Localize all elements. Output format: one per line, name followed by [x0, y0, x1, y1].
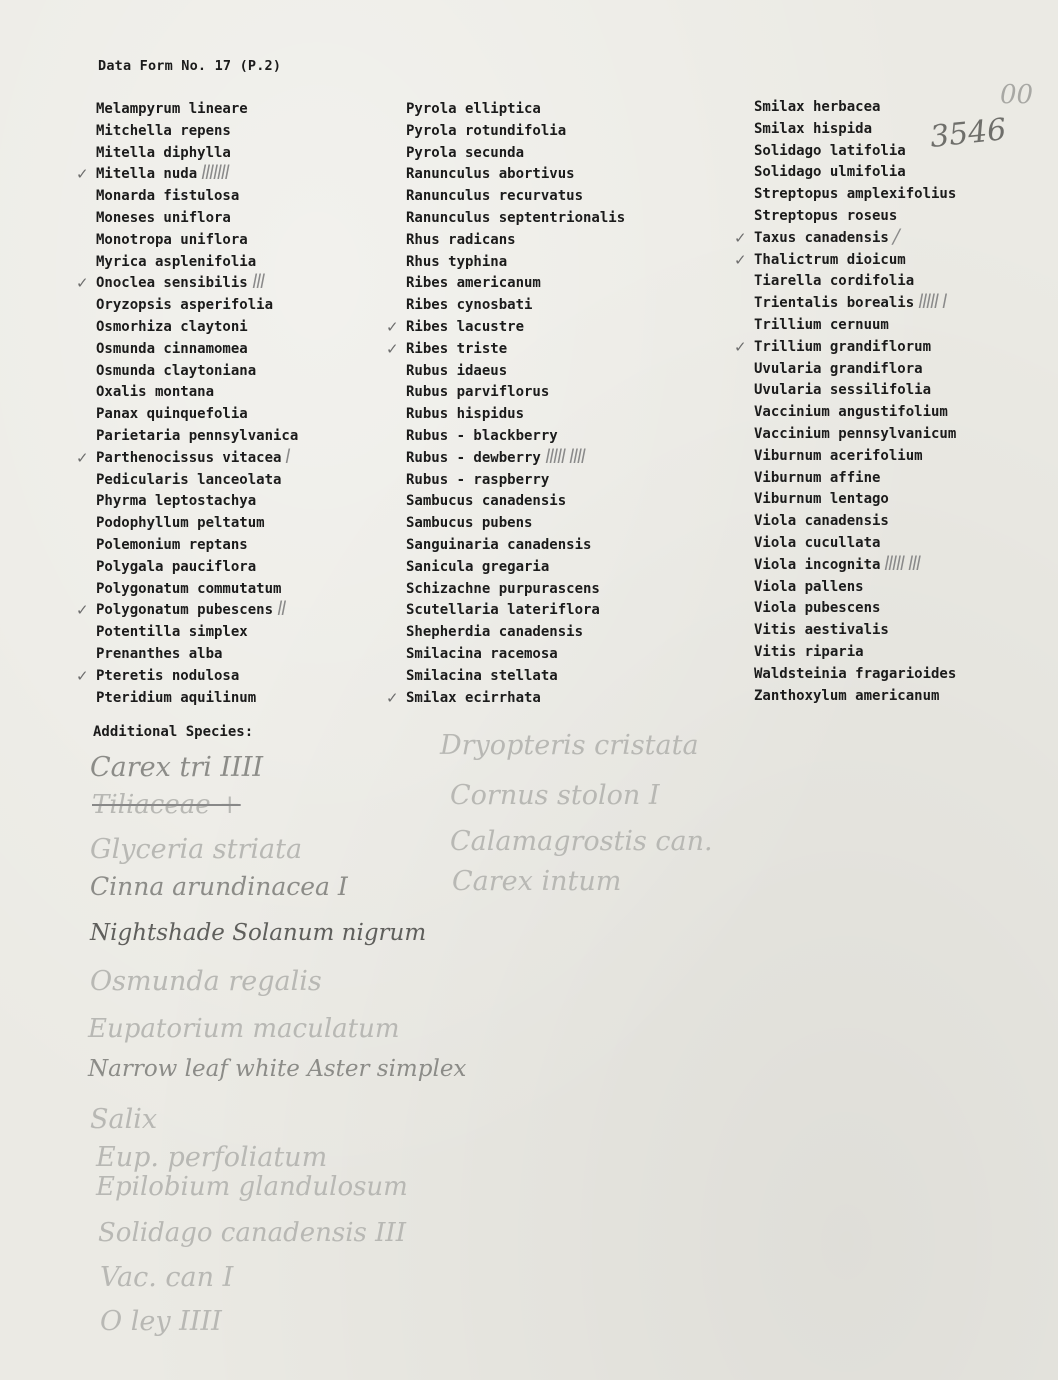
species-name: Trientalis borealis: [754, 295, 915, 312]
species-name: Monarda fistulosa: [96, 188, 240, 205]
species-row: [734, 250, 956, 272]
species-row: [386, 688, 625, 710]
species-row: [76, 666, 298, 688]
handwritten-entry: Carex tri IIII: [90, 752, 264, 783]
species-name: Mitella nuda: [96, 166, 198, 183]
species-name: Sanicula gregaria: [406, 558, 550, 575]
species-row: [406, 557, 625, 579]
handwritten-entry: Tiliaceae +: [92, 790, 241, 820]
species-name: Rubus parviflorus: [406, 384, 550, 401]
species-name: Panax quinquefolia: [96, 406, 248, 423]
species-name: Taxus canadensis: [754, 229, 889, 246]
species-name: Polygonatum commutatum: [96, 580, 282, 597]
species-name: Rhus typhina: [406, 253, 508, 270]
species-row: [96, 121, 298, 143]
species-row: [754, 468, 956, 490]
species-name: Trillium grandiflorum: [754, 338, 932, 355]
checkmark-icon: ✓: [386, 688, 399, 707]
species-row: [754, 424, 956, 446]
species-name: Prenanthes alba: [96, 645, 223, 662]
species-name: Ranunculus recurvatus: [406, 188, 584, 205]
species-row: [96, 470, 298, 492]
species-name: Vitis aestivalis: [754, 622, 889, 639]
species-name: Mitella diphylla: [96, 144, 231, 161]
species-name: Sanguinaria canadensis: [406, 536, 592, 553]
species-name: Uvularia grandiflora: [754, 360, 923, 377]
species-name: Ranunculus abortivus: [406, 166, 575, 183]
species-name: Rubus - dewberry: [406, 449, 541, 466]
species-name: Potentilla simplex: [96, 624, 248, 641]
species-row: [406, 295, 625, 317]
species-name: Polygonatum pubescens: [96, 602, 274, 619]
species-row: [406, 252, 625, 274]
species-row: [754, 162, 956, 184]
corner-record-number: 3546: [928, 112, 1008, 155]
species-name: Vitis riparia: [754, 643, 864, 660]
species-row: [754, 620, 956, 642]
species-name: Viola cucullata: [754, 534, 881, 551]
species-row: [406, 121, 625, 143]
species-name: Trillium cernuum: [754, 316, 889, 333]
species-name: Moneses uniflora: [96, 209, 231, 226]
species-name: Zanthoxylum americanum: [754, 687, 940, 704]
checkmark-icon: ✓: [386, 317, 399, 336]
checkmark-icon: ✓: [76, 274, 89, 293]
species-row: [754, 446, 956, 468]
species-row: [96, 99, 298, 121]
species-row: [96, 252, 298, 274]
species-name: Monotropa uniflora: [96, 231, 248, 248]
species-row: [754, 289, 956, 315]
checkmark-icon: ✓: [734, 228, 747, 247]
species-row: [406, 644, 625, 666]
handwritten-entry: Dryopteris cristata: [440, 730, 699, 761]
handwritten-entry: Carex intum: [452, 866, 622, 897]
species-name: Rhus radicans: [406, 231, 516, 248]
checkmark-icon: ✓: [386, 339, 399, 358]
checkmark-icon: ✓: [734, 250, 747, 269]
species-row: [754, 315, 956, 337]
tally-marks: ǀǀǀǀǀ ǀǀǀǀ: [545, 443, 585, 468]
species-name: Smilax ecirrhata: [406, 689, 541, 706]
species-name: Thalictrum dioicum: [754, 251, 906, 268]
checkmark-icon: ✓: [76, 448, 89, 467]
species-name: Smilax herbacea: [754, 99, 881, 115]
species-name: Viola pubescens: [754, 600, 881, 617]
species-name: Viburnum lentago: [754, 491, 889, 508]
handwritten-entry: Calamagrostis can.: [450, 826, 713, 857]
species-row: [754, 550, 956, 577]
handwritten-entry: O ley IIII: [100, 1306, 222, 1337]
species-name: Pteretis nodulosa: [96, 667, 240, 684]
species-name: Osmunda cinnamomea: [96, 340, 248, 357]
species-name: Podophyllum peltatum: [96, 515, 265, 532]
species-row: [76, 269, 298, 295]
species-row: [754, 359, 956, 381]
species-row: [96, 688, 298, 710]
species-name: Osmorhiza claytoni: [96, 318, 248, 335]
species-row: [406, 535, 625, 557]
handwritten-entry: Eup. perfoliatum: [96, 1142, 328, 1173]
species-row: [754, 533, 956, 555]
species-name: Uvularia sessilifolia: [754, 382, 932, 399]
species-name: Vaccinium pennsylvanicum: [754, 425, 957, 442]
species-name: Pteridium aquilinum: [96, 689, 257, 706]
handwritten-entry: Vac. can I: [100, 1262, 234, 1293]
species-name: Myrica asplenifolia: [96, 253, 257, 270]
species-row: [406, 382, 625, 404]
species-name: Sambucus canadensis: [406, 493, 567, 510]
species-name: Smilax hispida: [754, 120, 873, 137]
species-name: Streptopus roseus: [754, 207, 898, 224]
tally-marks: ǀǀǀǀǀǀǀ: [201, 160, 229, 185]
handwritten-entry: Nightshade Solanum nigrum: [90, 920, 427, 946]
species-row: [96, 361, 298, 383]
additional-species-heading: Additional Species:: [93, 724, 254, 740]
species-name: Schizachne purpurascens: [406, 580, 600, 597]
species-name: Rubus - blackberry: [406, 427, 558, 444]
handwritten-entry: Cinna arundinacea I: [90, 872, 348, 901]
species-name: Viola incognita: [754, 556, 881, 573]
species-name: Polygala pauciflora: [96, 558, 257, 575]
species-row: [754, 511, 956, 533]
species-row: [406, 164, 625, 186]
tally-marks: ǀǀ: [277, 596, 285, 621]
handwritten-entry: Solidago canadensis III: [98, 1218, 406, 1248]
species-name: Onoclea sensibilis: [96, 275, 248, 292]
species-row: [406, 579, 625, 601]
species-name: Pyrola rotundifolia: [406, 122, 567, 139]
species-name: Solidago ulmifolia: [754, 164, 906, 181]
species-name: Streptopus amplexifolius: [754, 186, 957, 203]
species-name: Pedicularis lanceolata: [96, 471, 282, 488]
species-row: [76, 160, 298, 186]
handwritten-entry: Salix: [90, 1104, 158, 1135]
species-name: Solidago latifolia: [754, 142, 906, 159]
species-name: Ribes triste: [406, 340, 508, 357]
species-row: [96, 579, 298, 601]
species-row: [96, 230, 298, 252]
species-name: Polemonium reptans: [96, 536, 248, 553]
species-row: [96, 404, 298, 426]
species-row: [406, 361, 625, 383]
species-row: [76, 443, 298, 470]
handwritten-entry: Epilobium glandulosum: [96, 1172, 408, 1202]
species-row: [96, 557, 298, 579]
species-row: [406, 186, 625, 208]
species-row: [386, 339, 625, 361]
species-row: [96, 426, 298, 448]
species-row: [406, 404, 625, 426]
species-row: [96, 491, 298, 513]
species-row: [96, 339, 298, 361]
species-name: Ribes cynosbati: [406, 297, 533, 314]
species-name: Vaccinium angustifolium: [754, 404, 948, 421]
species-row: [754, 686, 956, 708]
species-row: [734, 223, 956, 250]
species-name: Rubus - raspberry: [406, 471, 550, 488]
tally-marks: ǀǀǀǀǀ ǀ: [918, 289, 946, 314]
tally-marks: ǀǀǀ: [252, 269, 264, 294]
species-row: [96, 208, 298, 230]
handwritten-entry: Cornus stolon I: [450, 780, 660, 811]
checkmark-icon: ✓: [76, 165, 89, 184]
tally-marks: /: [893, 223, 898, 248]
species-column-2: [386, 99, 626, 709]
species-name: Pyrola secunda: [406, 144, 525, 161]
species-row: [406, 622, 625, 644]
species-row: [754, 642, 956, 664]
species-column-1: [76, 99, 299, 709]
species-name: Ribes lacustre: [406, 318, 525, 335]
species-name: Waldsteinia fragarioides: [754, 665, 957, 682]
form-title: Data Form No. 17 (P.2): [98, 58, 282, 74]
species-name: Viola pallens: [754, 578, 864, 595]
handwritten-entry: Glyceria striata: [90, 834, 303, 865]
species-name: Pyrola elliptica: [406, 101, 541, 117]
species-row: [754, 489, 956, 511]
species-row: [96, 513, 298, 535]
species-name: Phyrma leptostachya: [96, 493, 257, 510]
species-row: [406, 143, 625, 165]
species-row: [96, 644, 298, 666]
species-row: [754, 97, 956, 119]
handwritten-entry: Osmunda regalis: [90, 966, 322, 997]
species-row: [96, 535, 298, 557]
species-row: [96, 622, 298, 644]
species-column-3: [734, 97, 957, 707]
species-name: Oxalis montana: [96, 384, 215, 401]
species-row: [754, 664, 956, 686]
species-name: Sambucus pubens: [406, 515, 533, 532]
species-row: [96, 186, 298, 208]
species-name: Rubus hispidus: [406, 406, 525, 423]
species-name: Parietaria pennsylvanica: [96, 427, 299, 444]
species-name: Ribes americanum: [406, 275, 541, 292]
species-row: [754, 402, 956, 424]
species-row: [406, 443, 625, 470]
species-name: Tiarella cordifolia: [754, 273, 915, 290]
species-row: [406, 208, 625, 230]
species-name: Smilacina stellata: [406, 667, 558, 684]
species-name: Viburnum affine: [754, 469, 881, 486]
species-row: [754, 119, 956, 141]
species-name: Mitchella repens: [96, 122, 231, 139]
species-row: [406, 99, 625, 121]
corner-mark-top: 00: [1000, 80, 1034, 110]
species-row: [96, 295, 298, 317]
species-row: [734, 337, 956, 359]
species-row: [754, 577, 956, 599]
species-name: Ranunculus septentrionalis: [406, 209, 626, 226]
species-row: [76, 596, 298, 622]
species-row: [406, 666, 625, 688]
species-name: Scutellaria lateriflora: [406, 602, 600, 619]
species-row: [406, 600, 625, 622]
species-name: Rubus idaeus: [406, 362, 508, 379]
tally-marks: ǀǀǀǀǀ ǀǀǀ: [884, 550, 920, 575]
species-row: [386, 317, 625, 339]
species-row: [406, 426, 625, 448]
checkmark-icon: ✓: [76, 666, 89, 685]
species-name: Oryzopsis asperifolia: [96, 297, 274, 314]
checkmark-icon: ✓: [734, 337, 747, 356]
species-row: [754, 206, 956, 228]
species-name: Osmunda claytoniana: [96, 362, 257, 379]
tally-marks: ǀ: [285, 443, 289, 468]
species-name: Shepherdia canadensis: [406, 624, 584, 641]
species-row: [406, 491, 625, 513]
species-row: [406, 230, 625, 252]
handwritten-entry: Eupatorium maculatum: [88, 1014, 400, 1044]
species-row: [406, 273, 625, 295]
species-name: Smilacina racemosa: [406, 645, 558, 662]
species-row: [754, 380, 956, 402]
species-row: [96, 317, 298, 339]
species-row: [754, 598, 956, 620]
checkmark-icon: ✓: [76, 601, 89, 620]
species-row: [406, 513, 625, 535]
species-name: Viola canadensis: [754, 513, 889, 530]
species-row: [96, 143, 298, 165]
species-row: [754, 141, 956, 163]
species-row: [754, 184, 956, 206]
species-row: [96, 382, 298, 404]
species-name: Viburnum acerifolium: [754, 447, 923, 464]
species-name: Melampyrum lineare: [96, 101, 248, 117]
handwritten-entry: Narrow leaf white Aster simplex: [88, 1056, 467, 1082]
species-row: [406, 470, 625, 492]
species-name: Parthenocissus vitacea: [96, 449, 282, 466]
